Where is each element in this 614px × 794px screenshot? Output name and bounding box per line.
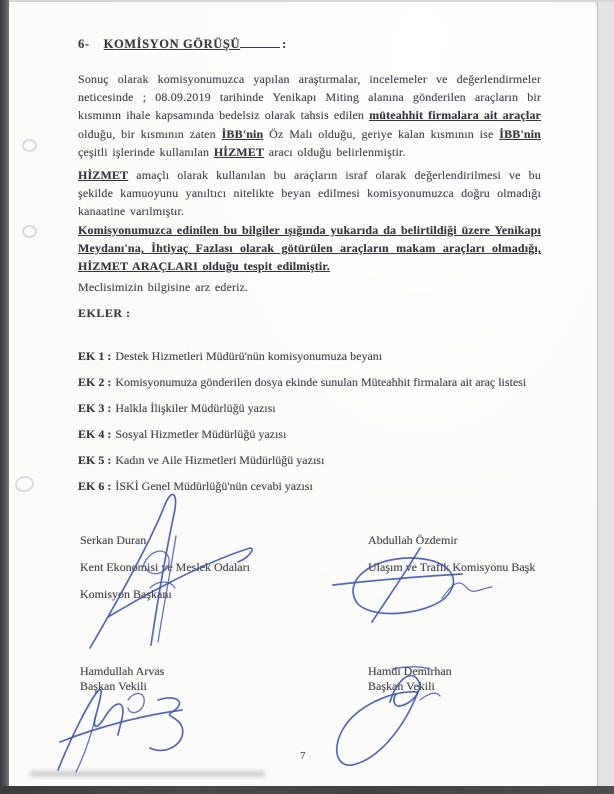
- text-segment: İBB'nin: [221, 126, 264, 141]
- signer-name: Hamdullah Arvas: [80, 664, 165, 678]
- attachment-item: [78, 427, 548, 442]
- signer-name: Abdullah Özdemir: [368, 533, 458, 547]
- signature-block-hamdi-demirhan: [368, 664, 452, 694]
- signer-role: Başkan Vekili: [80, 679, 147, 693]
- attachment-item: [78, 453, 548, 468]
- paragraph-hizmet-opinion: [78, 166, 541, 221]
- attachment-item: [78, 375, 548, 390]
- text-segment: İBB'nin: [499, 126, 541, 141]
- attachment-label: EK 5 :: [78, 453, 112, 467]
- signature-block-hamdullah-arvas: [80, 664, 164, 694]
- page-number: 7: [300, 750, 306, 762]
- heading-colon: :: [282, 37, 287, 51]
- paragraph-final-finding: [78, 221, 541, 276]
- signature-block-abdullah-ozdemir: [368, 527, 535, 581]
- attachment-text: Destek Hizmetleri Müdürü'nün komisyonumuza beyanı: [115, 349, 383, 363]
- attachment-text: İSKİ Genel Müdürlüğü'nün cevabi yazısı: [115, 479, 313, 493]
- text-segment: Sonuç olarak komisyonumuzca yapılan araştırmalar, incelemeler ve değerlendirmeler neticesinde ; 08.09.2019 tarihinde Yenikapı Miting alanına gönderilen araçların bir kısmının ihale kapsamında bedelsiz olarak tahsis edilen: [78, 72, 541, 123]
- section-title: KOMİSYON GÖRÜŞÜ: [103, 37, 241, 51]
- attachments-heading: EKLER :: [78, 306, 131, 320]
- section-number: 6-: [78, 37, 90, 51]
- text-segment: Öz Malı olduğu, geriye kalan kısmının ise: [263, 126, 500, 141]
- heading-underline-tab: [240, 36, 280, 48]
- text-segment: HİZMET: [213, 144, 265, 159]
- attachment-item: [78, 479, 548, 494]
- text-segment: müteahhit firmalara ait araçlar: [369, 108, 541, 123]
- text-segment: HİZMET: [78, 168, 129, 182]
- signature-block-serkan-duran: [80, 527, 250, 608]
- attachment-item: [78, 401, 548, 416]
- text-segment: Komisyonumuzca edinilen bu bilgiler ışığında yukarıda da belirtildiği üzere Yenikapı Meydanı'na, İhtiyaç Fazlası olarak götürülen araçların makam araçları olmadığı, HİZMET ARAÇLARI olduğu tespit edilmiştir.: [78, 223, 541, 274]
- paragraph-conclusion: [78, 70, 541, 161]
- signer-commission: Kent Ekonomisi ve Meslek Odaları: [80, 560, 250, 574]
- attachment-text: Halkla İlişkiler Müdürlüğü yazısı: [115, 401, 276, 415]
- text-segment: çeşitli işlerinde kullanılan: [78, 144, 214, 159]
- attachment-text: Komisyonumuza gönderilen dosya ekinde sunulan Müteahhit firmalara ait araç listesi: [115, 375, 527, 389]
- attachment-label: EK 6 :: [78, 479, 112, 493]
- signer-name: Serkan Duran: [80, 533, 147, 547]
- signer-commission: Ulaşım ve Trafik Komisyonu Başk: [368, 560, 536, 574]
- signer-role: Başkan Vekili: [368, 679, 435, 693]
- signer-name: Hamdi Demirhan: [368, 664, 452, 678]
- paragraph-submission: Meclisimizin bilgisine arz ederiz.: [78, 280, 249, 294]
- attachment-label: EK 1 :: [78, 349, 112, 363]
- attachment-text: Sosyal Hizmetler Müdürlüğü yazısı: [115, 427, 287, 441]
- text-segment: amaçlı olarak kullanılan bu araçların israf olarak değerlendirilmesi ve bu şekilde kamuoyunu yanıltıcı nitelikte beyan edilmesi komisyonumuzca doğru olmadığı kanaatine varılmıştır.: [78, 168, 541, 219]
- text-segment: aracı olduğu belirlenmiştir.: [264, 144, 406, 159]
- attachment-label: EK 3 :: [78, 401, 112, 415]
- section-heading: [78, 36, 287, 52]
- attachment-text: Kadın ve Aile Hizmetleri Müdürlüğü yazısı: [115, 453, 325, 467]
- attachment-item: [78, 349, 548, 364]
- signer-role: Komisyon Başkanı: [80, 587, 172, 601]
- attachment-label: EK 4 :: [78, 427, 112, 441]
- attachment-label: EK 2 :: [78, 375, 112, 389]
- text-segment: olduğu, bir kısmının zaten: [78, 126, 222, 141]
